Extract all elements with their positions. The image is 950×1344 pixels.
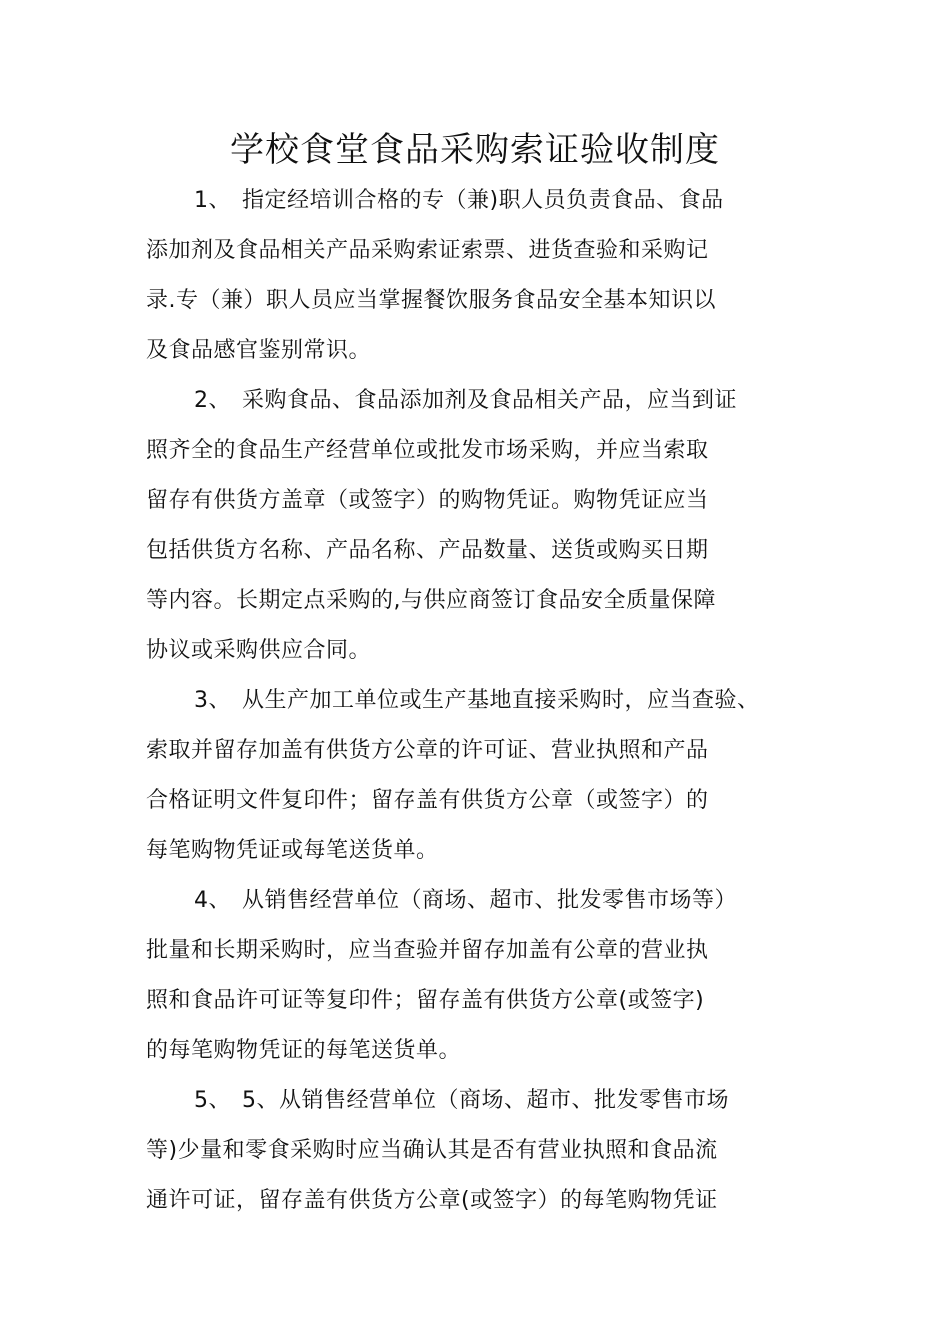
paragraph-3: [146, 676, 810, 876]
paragraph-line: 添加剂及食品相关产品采购索证索票、进货查验和采购记: [146, 238, 709, 263]
paragraph-line: 从生产加工单位或生产基地直接采购时，应当查验、: [242, 688, 760, 713]
paragraph-line: 指定经培训合格的专（兼)职人员负责食品、食品: [242, 188, 724, 213]
document-body: [146, 176, 810, 1226]
paragraph-line: 及食品感官鉴别常识。: [146, 338, 372, 363]
paragraph-line: 通许可证，留存盖有供货方公章(或签字）的每笔购物凭证: [146, 1188, 718, 1213]
paragraph-5: [146, 1076, 810, 1226]
paragraph-2: [146, 376, 810, 676]
paragraph-line: 等内容。长期定点采购的,与供应商签订食品安全质量保障: [146, 588, 716, 613]
paragraph-number: 1、: [194, 188, 231, 213]
paragraph-line: 等)少量和零食采购时应当确认其是否有营业执照和食品流: [146, 1138, 718, 1163]
paragraph-line: 批量和长期采购时，应当查验并留存加盖有公章的营业执: [146, 938, 709, 963]
paragraph-number: 4、: [194, 888, 231, 913]
paragraph-line: 包括供货方名称、产品名称、产品数量、送货或购买日期: [146, 538, 709, 563]
paragraph-line: 录.专（兼）职人员应当掌握餐饮服务食品安全基本知识以: [146, 288, 716, 313]
paragraph-number: 5、: [194, 1088, 231, 1113]
paragraph-line: 留存有供货方盖章（或签字）的购物凭证。购物凭证应当: [146, 488, 709, 513]
paragraph-1: [146, 176, 810, 376]
paragraph-line: 5、从销售经营单位（商场、超市、批发零售市场: [242, 1088, 729, 1113]
paragraph-line: 的每笔购物凭证的每笔送货单。: [146, 1038, 462, 1063]
paragraph-line: 照齐全的食品生产经营单位或批发市场采购，并应当索取: [146, 438, 709, 463]
paragraph-line: 每笔购物凭证或每笔送货单。: [146, 838, 439, 863]
paragraph-line: 索取并留存加盖有供货方公章的许可证、营业执照和产品: [146, 738, 709, 763]
paragraph-4: [146, 876, 810, 1076]
paragraph-line: 采购食品、食品添加剂及食品相关产品，应当到证: [242, 388, 738, 413]
paragraph-number: 3、: [194, 688, 231, 713]
paragraph-line: 协议或采购供应合同。: [146, 638, 372, 663]
document-title: 学校食堂食品采购索证验收制度: [230, 130, 720, 170]
paragraph-line: 照和食品许可证等复印件；留存盖有供货方公章(或签字): [146, 988, 705, 1013]
paragraph-number: 2、: [194, 388, 231, 413]
paragraph-line: 从销售经营单位（商场、超市、批发零售市场等）: [242, 888, 738, 913]
paragraph-line: 合格证明文件复印件；留存盖有供货方公章（或签字）的: [146, 788, 709, 813]
